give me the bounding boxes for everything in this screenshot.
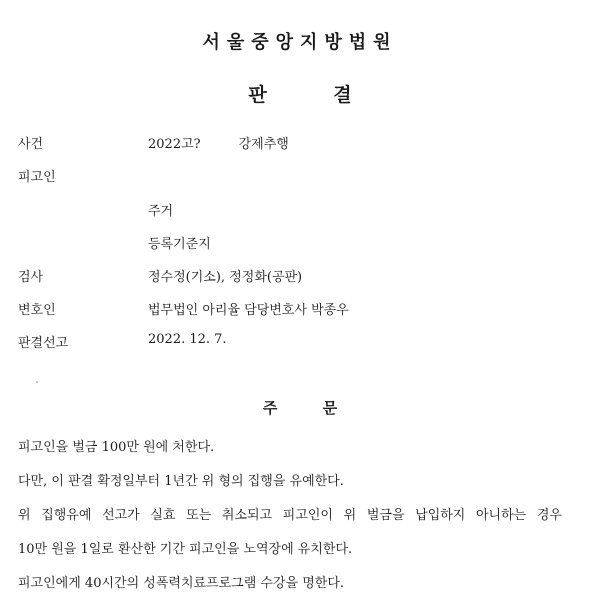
order-paragraph: 피고인을 벌금 100만 원에 처한다. <box>18 440 215 455</box>
order-paragraph: 다만, 이 판결 확정일부터 1년간 위 형의 집행을 유예한다. <box>18 474 344 489</box>
case-value <box>148 133 289 152</box>
court-name: 서울중앙지방법원 <box>202 32 398 53</box>
order-paragraph: 위 집행유예 선고가 실효 또는 취소되고 피고인이 위 벌금을 납입하지 아니하는 경우 <box>18 508 562 523</box>
case-type: 강제추행 <box>238 137 289 152</box>
order-paragraph: 피고인에게 40시간의 성폭력치료프로그램 수강을 명한다. <box>18 576 345 591</box>
counsel-value: 법무법인 아리율 담당변호사 박종우 <box>148 303 349 318</box>
prosecutor-label: 검사 <box>18 270 44 285</box>
defendant-label: 피고인 <box>18 170 56 185</box>
case-label: 사건 <box>18 137 44 152</box>
scan-speck <box>36 381 38 383</box>
registered-domicile-label: 등록기준지 <box>148 237 211 252</box>
judgment-date-label: 판결선고 <box>18 336 69 351</box>
case-number: 2022고? <box>148 137 201 152</box>
order-paragraph: 10만 원을 1일로 환산한 기간 피고인을 노역장에 유치한다. <box>18 542 353 557</box>
counsel-label: 변호인 <box>18 303 56 318</box>
prosecutor-value: 정수정(기소), 정정화(공판) <box>148 270 303 285</box>
document-title: 판 결 <box>248 84 352 106</box>
judgment-date-value: 2022. 12. 7. <box>148 332 227 347</box>
order-title: 주 문 <box>262 399 338 417</box>
address-label: 주거 <box>148 204 174 219</box>
